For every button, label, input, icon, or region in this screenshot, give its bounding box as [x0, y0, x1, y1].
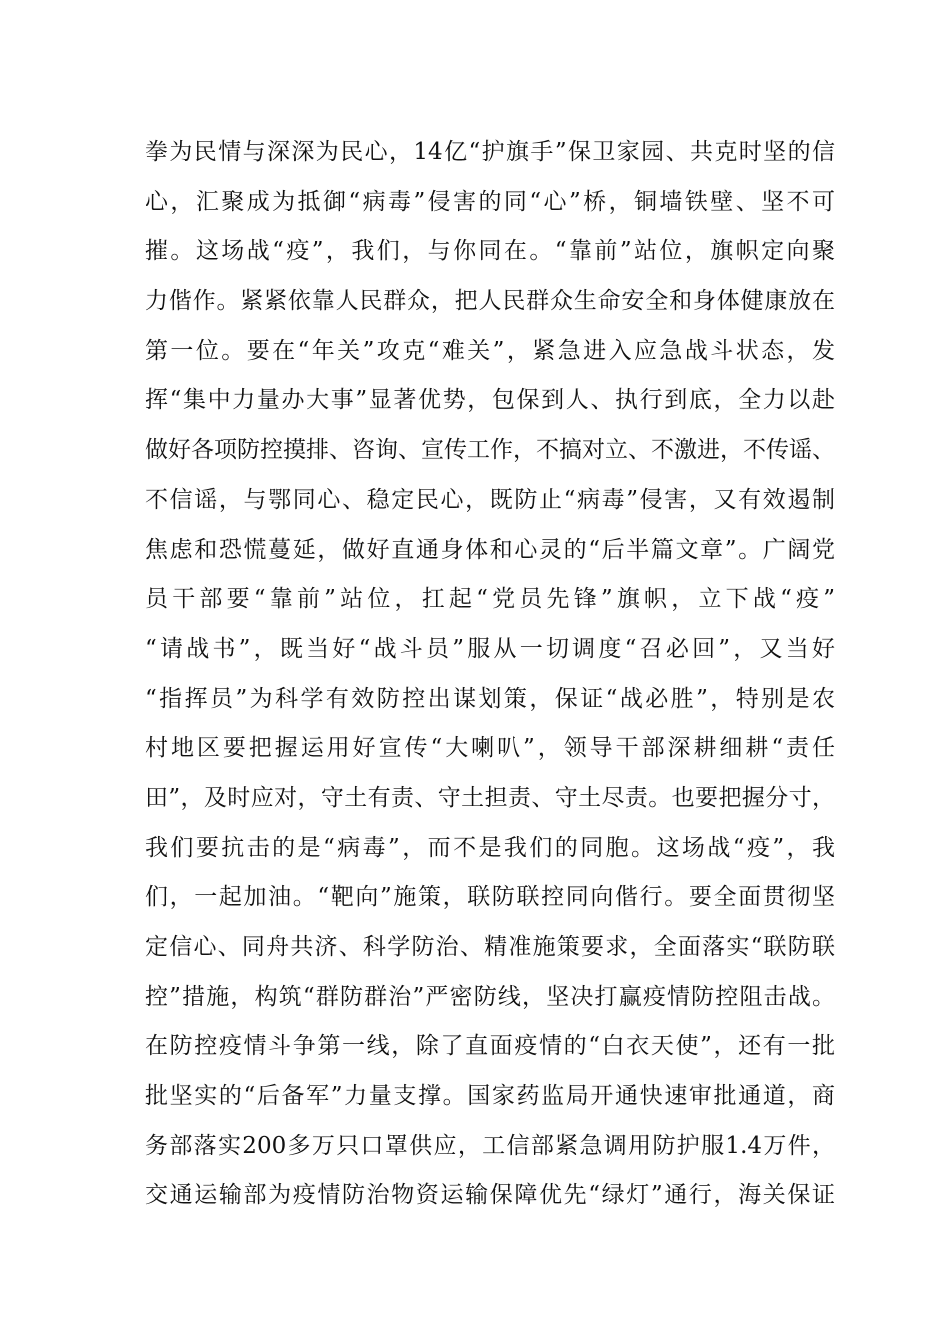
text-line-20: 批坚实的“后备军”力量支撑。国家药监局开通快速审批通道，商 [145, 1083, 835, 1110]
body-paragraph [145, 128, 835, 1221]
text-line-10: 员干部要“靠前”站位，扛起“党员先锋”旗帜，立下战“疫” [145, 586, 835, 613]
text-line-16: 们，一起加油。“靶向”施策，联防联控同向偕行。要全面贯彻坚 [145, 884, 835, 911]
text-line-7: 做好各项防控摸排、咨询、宣传工作，不搞对立、不激进，不传谣、 [145, 437, 835, 464]
text-line-14: 田”，及时应对，守土有责、守土担责、守土尽责。也要把握分寸， [145, 784, 835, 811]
text-line-5: 第一位。要在“年关”攻克“难关”，紧急进入应急战斗状态，发 [145, 337, 835, 364]
text-line-12: “指挥员”为科学有效防控出谋划策，保证“战必胜”，特别是农 [145, 685, 835, 712]
text-line-18: 控”措施，构筑“群防群治”严密防线，坚决打赢疫情防控阻击战。 [145, 983, 835, 1010]
text-line-6: 挥“集中力量办大事”显著优势，包保到人、执行到底，全力以赴 [145, 387, 835, 414]
text-line-2: 心，汇聚成为抵御“病毒”侵害的同“心”桥，铜墙铁壁、坚不可 [145, 188, 835, 215]
text-line-17: 定信心、同舟共济、科学防治、精准施策要求，全面落实“联防联 [145, 934, 835, 960]
text-line-4: 力偕作。紧紧依靠人民群众，把人民群众生命安全和身体健康放在 [145, 288, 835, 315]
text-line-15: 我们要抗击的是“病毒”，而不是我们的同胞。这场战“疫”，我 [145, 834, 835, 861]
text-line-8: 不信谣，与鄂同心、稳定民心，既防止“病毒”侵害，又有效遏制 [145, 486, 835, 513]
text-line-1: 拳为民情与深深为民心，14亿“护旗手”保卫家园、共克时坚的信 [145, 139, 835, 165]
text-line-13: 村地区要把握运用好宣传“大喇叭”，领导干部深耕细耕“责任 [145, 735, 835, 762]
text-line-19: 在防控疫情斗争第一线，除了直面疫情的“白衣天使”，还有一批 [145, 1033, 835, 1060]
text-line-22: 交通运输部为疫情防治物资运输保障优先“绿灯”通行，海关保证 [145, 1182, 835, 1209]
text-line-11: “请战书”，既当好“战斗员”服从一切调度“召必回”，又当好 [145, 635, 835, 662]
text-line-21: 务部落实200多万只口罩供应，工信部紧急调用防护服1.4万件， [145, 1132, 835, 1159]
text-line-3: 摧。这场战“疫”，我们，与你同在。“靠前”站位，旗帜定向聚 [145, 238, 835, 265]
text-line-9: 焦虑和恐慌蔓延，做好直通身体和心灵的“后半篇文章”。广阔党 [145, 536, 835, 563]
